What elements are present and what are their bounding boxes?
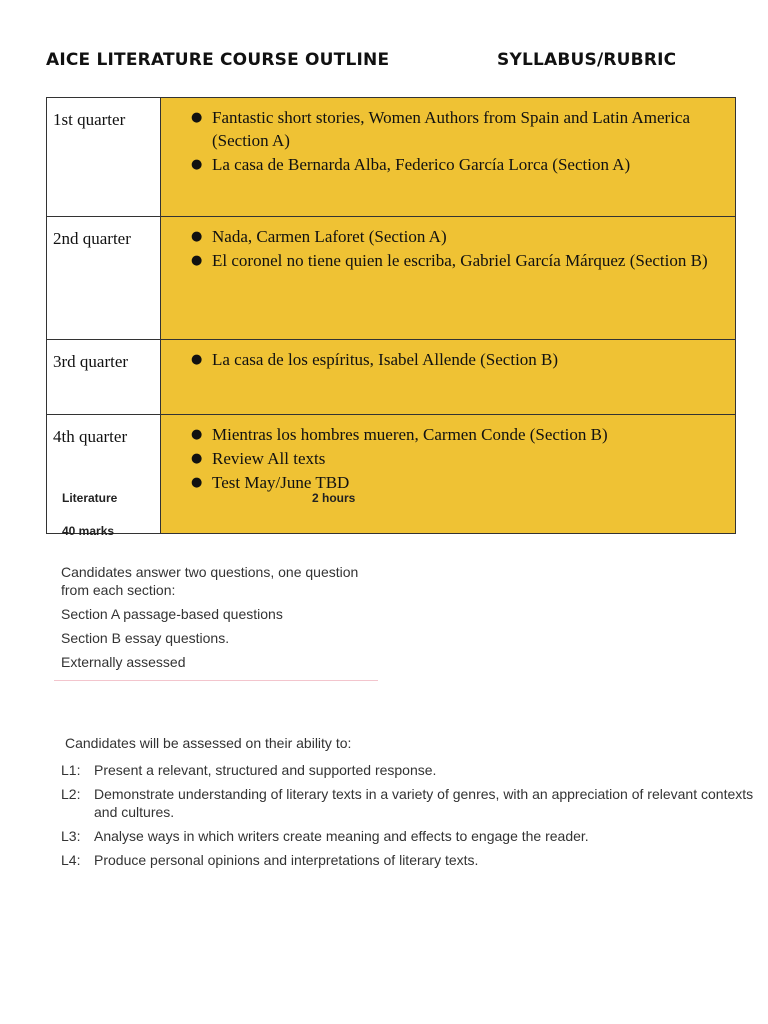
criterion (61, 785, 765, 821)
course-outline-table (46, 97, 736, 534)
criterion-code: L3: (61, 828, 81, 844)
list-item: ● La casa de los espíritus, Isabel Allende (Section B) (191, 348, 723, 371)
description-line: Section B essay questions. (61, 630, 230, 646)
reading-list (191, 348, 723, 371)
quarter-label: 1st quarter (47, 98, 161, 217)
syllabus-rubric-title: SYLLABUS/RUBRIC (497, 50, 677, 70)
list-item: ● Mientras los hombres mueren, Carmen Conde (Section B) (191, 423, 723, 446)
quarter-label: 3rd quarter (47, 340, 161, 415)
criterion (61, 827, 765, 845)
list-item: ● El coronel no tiene quien le escriba, Gabriel García Márquez (Section B) (191, 249, 723, 272)
exam-description (61, 563, 381, 677)
reading-list (191, 225, 723, 272)
criterion-code: L4: (61, 852, 81, 868)
reading-list (191, 423, 723, 494)
list-item: ● Review All texts (191, 447, 723, 470)
exam-duration: 2 hours (312, 491, 356, 505)
criterion-text: Analyse ways in which writers create meaning and effects to engage the reader. (94, 828, 589, 844)
exam-component-label: Literature (62, 491, 118, 505)
quarter-content (161, 98, 736, 217)
reading-list (191, 106, 723, 176)
quarter-content (161, 415, 736, 534)
section-divider (54, 680, 378, 681)
description-line: Section A passage-based questions (61, 606, 283, 622)
criterion-text: Present a relevant, structured and supported response. (94, 762, 437, 778)
assessment-intro: Candidates will be assessed on their ability to: (65, 735, 352, 751)
quarter-content (161, 217, 736, 340)
table-row (47, 217, 736, 340)
exam-marks: 40 marks (62, 524, 115, 538)
assessment-objectives (61, 735, 765, 875)
criterion (61, 761, 765, 779)
table-row (47, 415, 736, 534)
description-line: Candidates answer two questions, one question from each section: (61, 564, 359, 598)
quarter-label: 2nd quarter (47, 217, 161, 340)
list-item: ● Test May/June TBD (191, 471, 723, 494)
quarter-label: 4th quarter (47, 415, 161, 534)
quarter-content (161, 340, 736, 415)
table-row (47, 340, 736, 415)
table-row (47, 98, 736, 217)
criterion-text: Produce personal opinions and interpretations of literary texts. (94, 852, 479, 868)
description-line: Externally assessed (61, 654, 186, 670)
criterion-code: L2: (61, 786, 81, 802)
course-outline-title: AICE LITERATURE COURSE OUTLINE (46, 50, 390, 70)
list-item: ● La casa de Bernarda Alba, Federico García Lorca (Section A) (191, 153, 723, 176)
criterion-text: Demonstrate understanding of literary texts in a variety of genres, with an appreciation of relevant contexts and cultures. (94, 786, 754, 820)
criterion-code: L1: (61, 762, 81, 778)
list-item: ● Nada, Carmen Laforet (Section A) (191, 225, 723, 248)
list-item: ● Fantastic short stories, Women Authors from Spain and Latin America (Section A) (191, 106, 723, 152)
criterion (61, 851, 765, 869)
